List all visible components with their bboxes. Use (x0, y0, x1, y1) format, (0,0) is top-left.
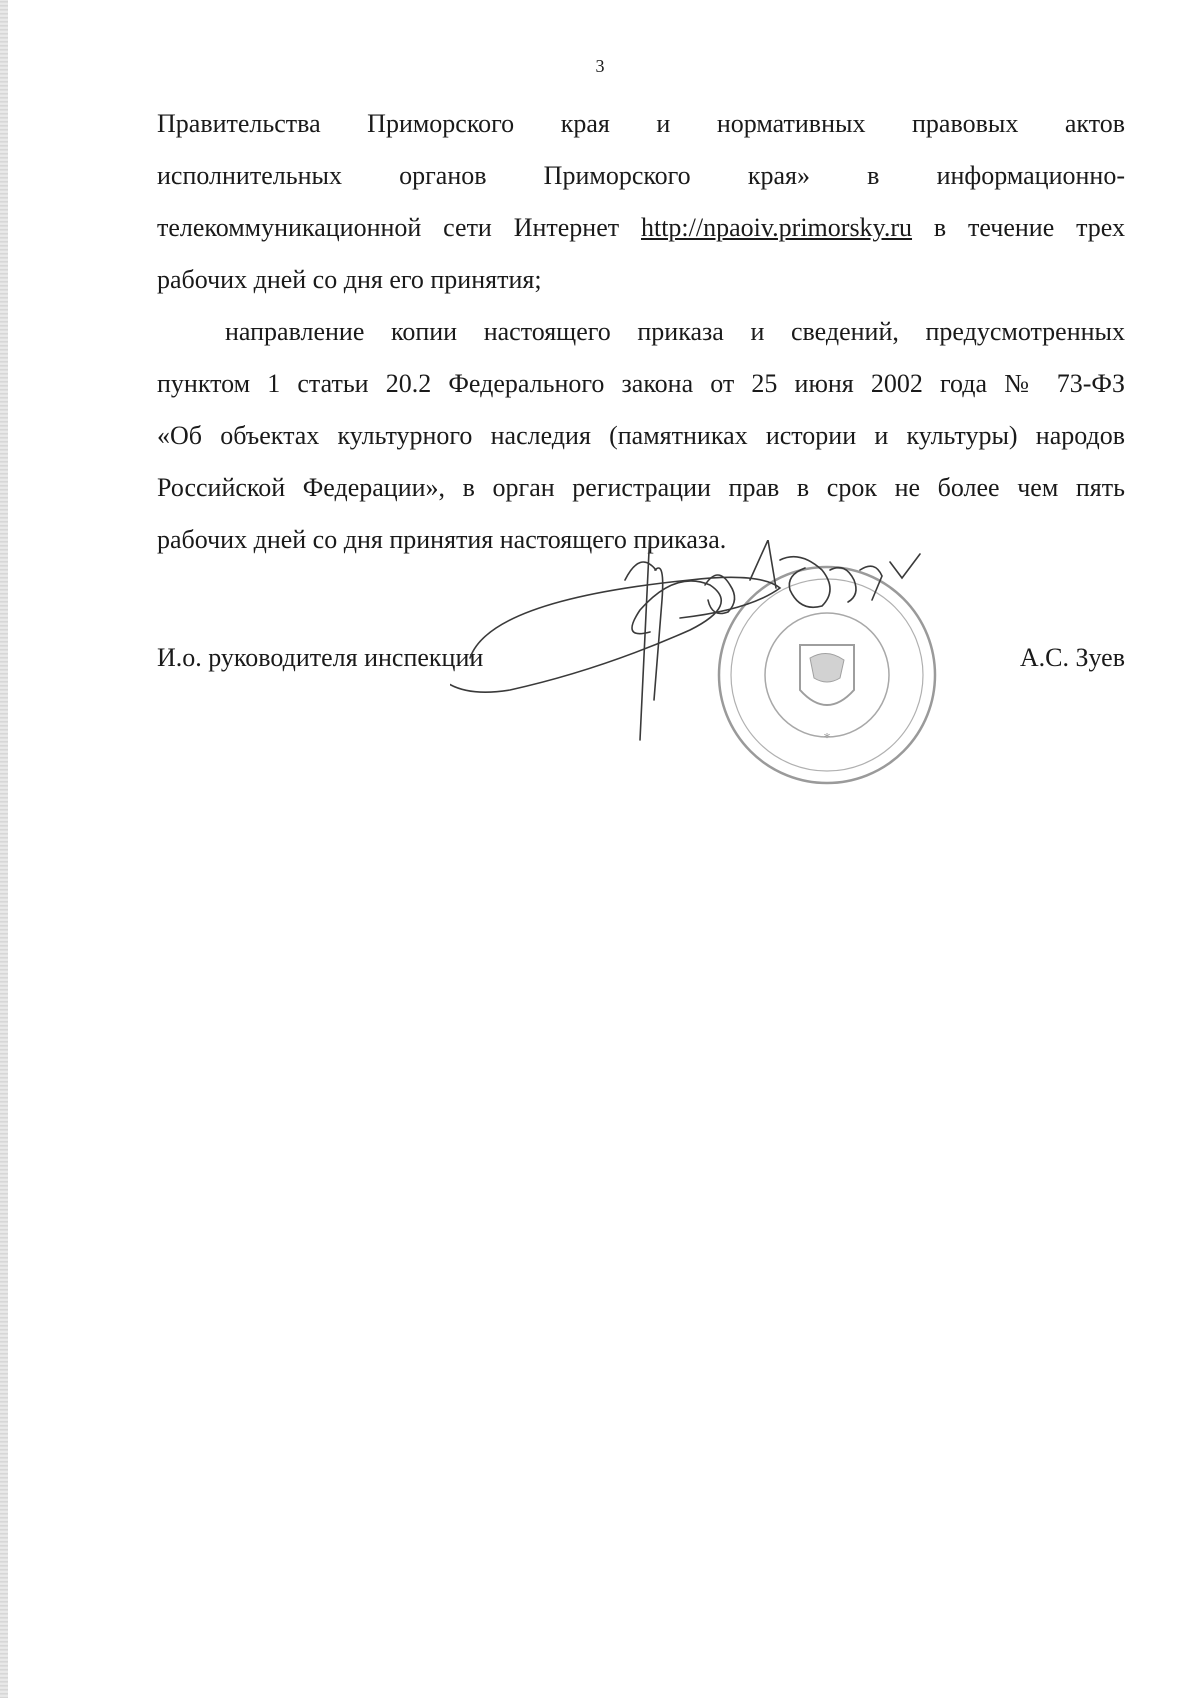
svg-text:*: * (823, 731, 831, 746)
signatory-name: А.С. Зуев (1019, 643, 1125, 672)
text-line: рабочих дней со дня его принятия; (157, 265, 542, 294)
signatory-position: И.о. руководителя инспекции (157, 643, 484, 672)
text-line: исполнительных органов Приморского края» в информационно- (157, 161, 1125, 190)
text-line (157, 202, 1125, 254)
text-line: пунктом 1 статьи 20.2 Федерального закона от 25 июня 2002 года № 73-ФЗ (157, 369, 1125, 398)
handwritten-signature (450, 540, 1010, 760)
text-line: рабочих дней со дня принятия настоящего приказа. (157, 525, 727, 554)
text-line: направление копии настоящего приказа и сведений, предусмотренных (225, 317, 1125, 346)
text-line: Российской Федерации», в орган регистрации прав в срок не более чем пять (157, 473, 1125, 502)
scan-edge (0, 0, 8, 1698)
text-fragment: телекоммуникационной сети Интернет (157, 213, 641, 242)
document-body (157, 98, 1125, 566)
text-line: «Об объектах культурного наследия (памятниках истории и культуры) народов (157, 421, 1125, 450)
website-link[interactable]: http://npaoiv.primorsky.ru (640, 213, 913, 242)
page-number: 3 (595, 56, 605, 76)
text-fragment: в течение трех (912, 213, 1125, 242)
text-line: Правительства Приморского края и нормативных правовых актов (157, 109, 1125, 138)
